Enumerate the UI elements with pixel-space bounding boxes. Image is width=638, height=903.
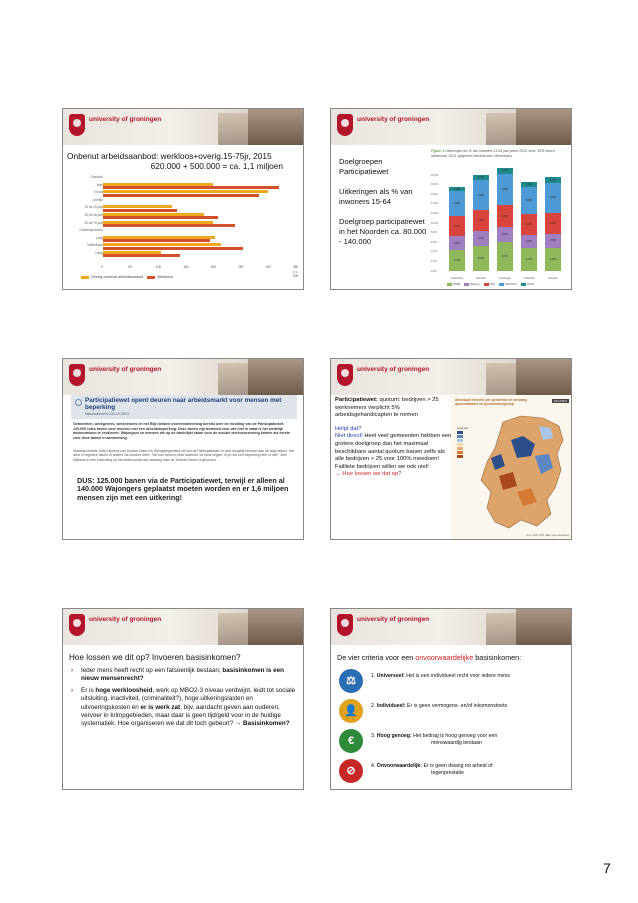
text-uitkeringen: Uitkeringen als % van inwoners 15-64 — [339, 187, 413, 206]
text-participatiewet — [335, 397, 453, 420]
y-tick-label: 8,0% — [431, 231, 437, 235]
title-line-2: 620.000 + 500.000 = ca. 1,1 miljoen — [150, 161, 283, 171]
y-tick-label: 20,0% — [431, 173, 439, 177]
y-tick-label: 0,0% — [431, 269, 437, 273]
segment-value-label: 4,7% — [526, 258, 532, 262]
criterion-icon — [339, 729, 363, 753]
item-bold: → Basisinkomen? — [235, 720, 290, 728]
item-text: , werk op MBO2-3 niveau verdwijnt, leidt tot sociale uitsluiting, inactiviteit, (criminaliteit?), hoge uitkeringslasten en uitvoeringskosten en — [81, 686, 296, 711]
y-tick-label: 12,0% — [431, 211, 439, 215]
slide-banner — [63, 109, 303, 145]
bar-werkloos — [103, 239, 210, 242]
y-tick-label: 4,0% — [431, 250, 437, 254]
callout-text: DUS: 125.000 banen via de Participatiewet, terwijl er alleen al 140.000 Wajongers geplaatst moeten worden en er 1,6 miljoen mensen zijn met een uitkering! — [77, 476, 289, 502]
map-figure-label: FIGUUR 5 — [553, 399, 567, 403]
segment-value-label: 4,4% — [478, 219, 484, 223]
map-title: Absoluut verschil per gemeente in omvang quotumbanen en quotumdoelgroep — [455, 398, 527, 407]
bar-werkloos — [103, 186, 279, 189]
criterion-text: 2. Individueel: Er is geen vermogens- en/of inkomenstoets — [371, 703, 508, 709]
criterion-row — [335, 727, 571, 755]
slide-title — [337, 653, 571, 662]
x-tick-label: 150 — [183, 265, 189, 269]
criterion-row — [335, 697, 571, 725]
item-text: Ieder mens heeft recht op een fatsoenlijk bestaan; — [81, 667, 223, 674]
news-date: Nieuwsbericht | 03-12-2013 — [85, 412, 129, 416]
item-bold: hoge werkloosheid — [95, 686, 153, 694]
legend-swatch — [499, 283, 504, 286]
segment-value-label: 2,8% — [454, 241, 460, 245]
segment-value-label: 3,0% — [478, 236, 484, 240]
criterion-icon — [339, 699, 363, 723]
x-tick-label: 100 — [155, 265, 162, 269]
category-label: Geslacht — [90, 175, 103, 179]
category-label: Hoog — [95, 251, 103, 255]
item-bold: basisinkomen is een nieuw mensenrecht? — [81, 667, 285, 683]
x-tick-label: 250 — [238, 265, 244, 269]
segment-value-label: 3,2% — [502, 233, 508, 237]
slide-6 — [330, 608, 572, 790]
university-crest-icon — [69, 114, 85, 136]
title-post: basisinkomen: — [473, 653, 522, 662]
slide-banner — [63, 609, 303, 645]
slide-4 — [330, 358, 572, 540]
segment-value-label: 3,0% — [550, 239, 556, 243]
university-crest-icon — [69, 614, 85, 636]
segment-value-label: 4,5% — [502, 214, 508, 218]
bar-werkloos — [103, 216, 218, 219]
figure-caption — [431, 149, 569, 158]
bar-werkloos — [103, 194, 259, 197]
slide-banner — [331, 609, 571, 645]
news-title: Participatiewet opent deuren naar arbeidsmarkt voor mensen met beperking — [85, 397, 282, 411]
x-tick-label: 50 — [128, 265, 132, 269]
legend-swatch — [464, 283, 469, 286]
segment-value-label: 6,0% — [502, 255, 508, 259]
category-label: 45 tot 75 jaar — [84, 220, 103, 225]
segment-value-label: 5,3% — [478, 256, 484, 260]
legend-label: WWB — [453, 282, 461, 286]
list-item — [71, 687, 299, 729]
news-icon — [75, 399, 82, 406]
category-label: 25 tot 45 jaar — [84, 213, 103, 217]
category-label: Middelbaar — [87, 243, 103, 248]
map-legend-title: Legenda — [457, 426, 468, 430]
text-hoe-lossen: → Hoe lossen we dat op? — [335, 471, 402, 478]
category-label: Leeftijd — [92, 197, 103, 202]
bullet-list — [71, 667, 299, 732]
x-tick-label: 350 — [293, 265, 299, 269]
category-label: Noorden — [476, 277, 486, 280]
slide-banner — [63, 359, 303, 395]
segment-value-label: 6,6% — [502, 187, 508, 191]
item-bold: er is werk zat — [140, 703, 181, 711]
university-crest-icon — [337, 364, 353, 386]
category-label: Nederland — [451, 277, 463, 280]
criterion-glyph: ⊘ — [346, 765, 356, 777]
university-logo-text: university of groningen — [357, 116, 430, 123]
criterion-icon — [339, 759, 363, 783]
news-body: Staatssecretaris Jetta Klijnsma van Sociale Zaken en Werkgelegenheid wil met de Participatiewet zo veel mogelijk mensen aan de slag helpen. Het liefst in reguliere banen of anders via beschut werk. "We kan werken moet daarvoor de kans krijgen, of je nou een beperking hebt of niet", stelt Klijnsma in een toelichting op het wetsvoorstel dat vandaag naar de Tweede Kamer is gestuurd. — [73, 449, 295, 462]
segment-value-label: 4,2% — [454, 224, 460, 228]
news-lead: Gemeenten, werkgevers, werknemers en het Rijk hebben overeenstemming bereikt over de invulling van de Participatiewet: 125.000 extra banen voor mensen met een arbeidsbeperking. Deze banen zijn bestemd voor wie niet in staat is het wettelijk minimumloon te verdienen. Wajongers en mensen die op de wachtlijst staan voor de sociale werkvoorziening komen als eerste voor deze banen in aanmerking. — [73, 422, 290, 440]
slide-text — [339, 157, 431, 257]
segment-value-label: 4,2% — [526, 222, 532, 226]
legend-swatch-overig — [81, 276, 89, 279]
category-label: Drenthe — [548, 277, 558, 280]
chart-legend — [443, 282, 534, 286]
legend-swatch — [447, 283, 452, 286]
y-tick-label: 6,0% — [431, 240, 437, 244]
segment-value-label: 4,8% — [550, 257, 556, 261]
x-tick-label: 0 — [101, 265, 103, 269]
university-logo-text: university of groningen — [89, 116, 162, 123]
list-item — [71, 667, 299, 684]
slide-title — [67, 151, 301, 171]
slide-banner — [331, 109, 571, 145]
category-label: Friesland — [523, 277, 535, 280]
university-crest-icon — [69, 364, 85, 386]
criterion-glyph: 👤 — [344, 705, 358, 717]
map-shape — [451, 396, 572, 540]
segment-value-label: 1,2% — [502, 169, 508, 173]
text-niet-direct: Niet direct! Heel veel gemeenten hebben een grotere doelgroep dan het maximaal beschikbare aantal quotum banen zelfs als alle bedrijven > 25 voor 100% meedoen! Failliete bedrijven willen we ook niet! — [335, 433, 452, 470]
x-unit-label: x 1 000 — [293, 270, 299, 278]
y-tick-label: 14,0% — [431, 202, 439, 206]
segment-value-label: 4,4% — [454, 258, 460, 262]
text-bold-label: Participatiewet: — [335, 397, 378, 403]
category-label: Groningen — [498, 277, 512, 280]
slide-text — [335, 397, 453, 479]
page-number: 7 — [603, 860, 611, 876]
bar-werkloos — [103, 254, 180, 257]
category-label: Vrouw — [94, 190, 103, 195]
x-tick-label: 200 — [210, 265, 217, 269]
criterion-row — [335, 757, 571, 785]
item-text: , bijv. aandacht geven aan ouderen, vervoer in krimpgebieden, maar daar is geen tijd/geld voor in de huidige systematiek. Hoe organiseren we dat dit toch gebeurt? — [81, 703, 281, 728]
map-source: bron: CBS, UWV, SER; eigen bewerking — [526, 534, 569, 537]
university-crest-icon — [337, 114, 353, 136]
university-logo-text: university of groningen — [89, 366, 162, 373]
legend-label: WW — [489, 282, 495, 286]
segment-value-label: 1,1% — [478, 176, 484, 180]
y-tick-label: 10,0% — [431, 221, 439, 225]
segment-value-label: 1,1% — [550, 178, 556, 182]
slide-title: Hoe lossen we dit op? Invoeren basisinkomen? — [69, 653, 241, 662]
bar-werkloos — [103, 247, 243, 250]
segment-value-label: 2,9% — [526, 239, 532, 243]
segment-value-label: 4,3% — [550, 221, 556, 225]
university-logo-text: university of groningen — [357, 366, 430, 373]
legend-label-werkloos: Werkloos — [157, 275, 174, 279]
x-tick-label: 300 — [265, 265, 271, 269]
legend-label: Wia/WAO — [504, 282, 517, 286]
benefits-stacked-bar-chart — [431, 169, 567, 280]
text-doelgroep-noorden: Doelgroep participatiewet in het Noorden ca. 80.000 - 140.000 — [339, 217, 427, 246]
segment-value-label: 6,2% — [478, 193, 484, 197]
figure-number: Figuur 6 — [431, 149, 445, 153]
netherlands-map — [451, 396, 572, 540]
bar-werkloos — [103, 209, 177, 212]
legend-swatch — [484, 283, 489, 286]
text-helpt-dat: Helpt dat? — [335, 425, 362, 432]
text-niet-direct-rest: Heel veel gemeenten hebben een grotere doelgroep dan het maximaal beschikbare aantal quotum banen zelfs als alle bedrijven > 25 voor 100% meedoen! Failliete bedrijven willen we ook niet! — [335, 433, 452, 470]
criterion-row — [335, 667, 571, 695]
category-label: 15 tot 25 jaar — [84, 205, 103, 210]
text-quotum: quotum: bedrijven > 25 werknemers verplicht 5% arbeidsgehandicapten te nemen — [335, 397, 439, 419]
criterion-glyph: € — [347, 735, 355, 747]
slide-3 — [62, 358, 304, 540]
chart-legend — [81, 275, 173, 279]
segment-value-label: 1,0% — [526, 182, 532, 186]
segment-value-label: 6,3% — [550, 196, 556, 200]
title-red: onvoorwaardelijke — [415, 653, 474, 662]
title-line-1: Onbenut arbeidsaanbod: werkloos+overig.15-75jr, 2015 — [67, 151, 272, 161]
y-tick-label: 18,0% — [431, 183, 439, 187]
category-label: Man — [96, 182, 103, 187]
slide-2 — [330, 108, 572, 290]
legend-label-overig: Overig onbenut arbeidsaanbod — [91, 275, 144, 279]
criterion-icon — [339, 669, 363, 693]
y-tick-label: 2,0% — [431, 259, 437, 263]
criterion-text: 4. Onvoorwaardelijk: Er is geen dwang tot arbeid of tegenprestatie — [371, 763, 493, 776]
slide-5 — [62, 608, 304, 790]
criterion-text: 1. Universeel: Het is een individueel recht voor iedere mens — [371, 673, 511, 679]
university-crest-icon — [337, 614, 353, 636]
legend-swatch-werkloos — [147, 276, 155, 279]
criterion-glyph: ⚖ — [346, 675, 356, 687]
caption-text: Uitkeringen als % van inwoners 15-64 jaar primo 2014, bron: SER Noord Nederland, 2014, gegevens bewerkt door Ventureplus — [431, 149, 555, 158]
item-text: Er is — [81, 686, 96, 694]
university-logo-text: university of groningen — [89, 616, 162, 623]
legend-label: WSW — [527, 282, 535, 286]
segment-value-label: 5,2% — [454, 202, 460, 206]
legend-swatch — [521, 283, 526, 286]
slide-banner — [331, 359, 571, 395]
category-label: Laag — [95, 235, 103, 240]
bar-werkloos — [103, 224, 235, 227]
university-logo-text: university of groningen — [357, 616, 430, 623]
segment-value-label: 0,9% — [454, 187, 460, 191]
text-doelgroepen: Doelgroepen Participatiewet — [339, 157, 389, 176]
segment-value-label: 5,8% — [526, 198, 532, 202]
criterion-text: 3. Hoog genoeg: Het bedrag is hoog genoeg voor een menswaardig bestaan — [371, 733, 498, 746]
legend-label: Wajong — [470, 282, 480, 286]
y-tick-label: 16,0% — [431, 192, 439, 196]
category-label: Onderwijsniveau — [79, 228, 103, 233]
title-pre: De vier criteria voor een — [337, 653, 416, 662]
slide-1 — [62, 108, 304, 290]
